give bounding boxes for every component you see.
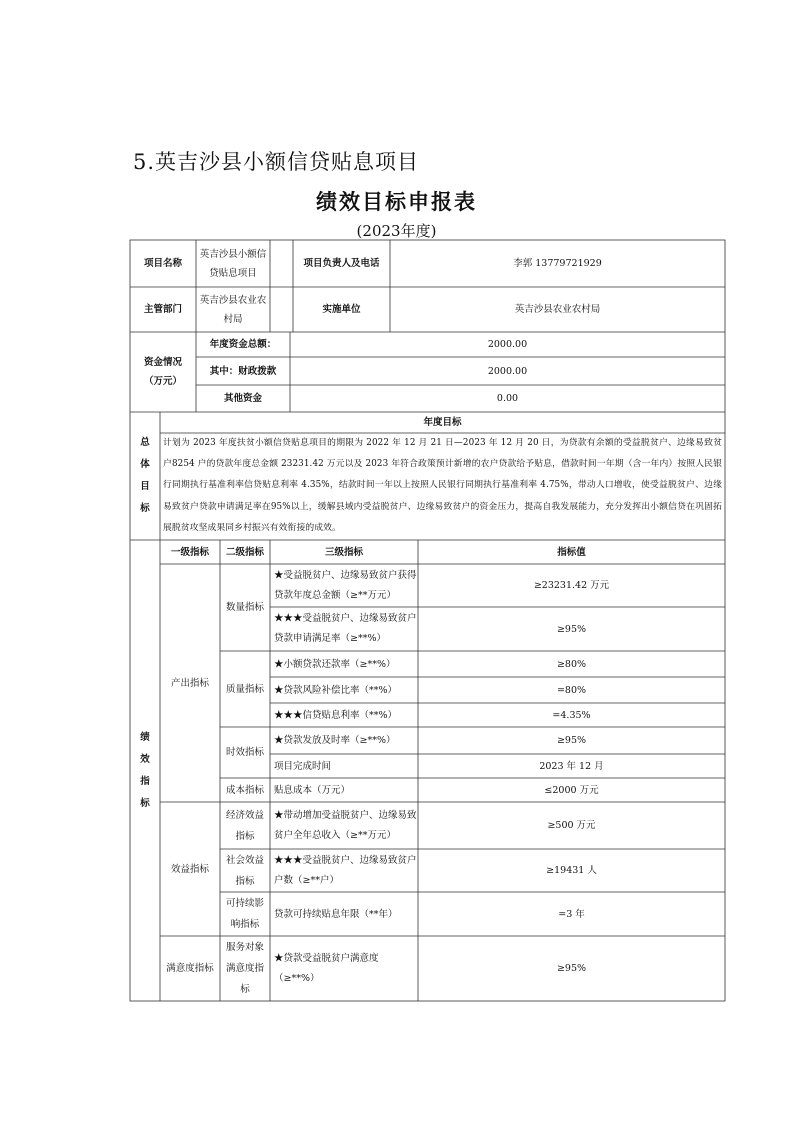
indicator-value: =4.35% bbox=[552, 709, 591, 721]
level2-quality: 质量指标 bbox=[225, 683, 264, 695]
indicator-value: =80% bbox=[556, 684, 587, 696]
funds-fiscal-value: 2000.00 bbox=[487, 365, 528, 377]
funds-label: 资金情况（万元） bbox=[144, 357, 183, 387]
dept-value: 英吉沙县农业农村局 bbox=[199, 294, 267, 325]
indicator-value: ≥500 万元 bbox=[547, 820, 596, 831]
funds-total-label: 年度资金总额： bbox=[209, 339, 277, 350]
level2-quantity: 数量指标 bbox=[225, 602, 264, 613]
level2-service-satisfaction: 服务对象满意度指标 bbox=[225, 942, 264, 995]
indicator-value: =3 年 bbox=[558, 908, 585, 920]
indicator-row: 贴息成本（万元） bbox=[274, 784, 351, 796]
level1-satisfaction: 满意度指标 bbox=[166, 963, 214, 974]
indicator-row: ★贷款受益脱贫户满意度（≥**%） bbox=[274, 952, 379, 984]
indicator-row: ★小额贷款还款率（≥**%） bbox=[274, 658, 396, 670]
indicator-row: ★★★信贷贴息利率（**%） bbox=[274, 709, 398, 721]
indicator-row: ★★★受益脱贫户、边缘易致贫户贷款申请满足率（≥**%） bbox=[274, 613, 417, 644]
form-title: 绩效目标申报表 bbox=[316, 190, 477, 214]
indicator-value: ≥23231.42 万元 bbox=[533, 580, 610, 591]
impl-label: 实施单位 bbox=[322, 304, 361, 315]
indicator-value: ≥80% bbox=[556, 658, 587, 670]
indicator-row: 贷款可持续贴息年限（**年） bbox=[274, 908, 398, 920]
section-heading: 5.英吉沙县小额信贷贴息项目 bbox=[133, 150, 420, 174]
indicator-value: ≥19431 人 bbox=[546, 865, 597, 876]
level2-cost: 成本指标 bbox=[225, 784, 264, 796]
level2-timeliness: 时效指标 bbox=[225, 747, 264, 758]
perf-label: 绩效指标 bbox=[140, 731, 150, 809]
indicator-row: ★受益脱贫户、边缘易致贫户获得贷款年度总金额（≥**万元） bbox=[274, 569, 417, 601]
header-level1: 一级指标 bbox=[170, 546, 209, 558]
indicator-value: 2023 年 12 月 bbox=[539, 760, 604, 772]
funds-other-label: 其他资金 bbox=[223, 393, 262, 404]
project-name-label: 项目名称 bbox=[143, 258, 182, 269]
funds-other-value: 0.00 bbox=[496, 393, 519, 404]
header-value: 指标值 bbox=[557, 546, 586, 558]
funds-total-value: 2000.00 bbox=[487, 339, 528, 350]
indicator-value: ≤2000 万元 bbox=[544, 784, 599, 796]
indicator-value: ≥95% bbox=[556, 623, 587, 635]
contact-value: 李郭 13779721929 bbox=[513, 258, 602, 269]
annual-goal-header: 年度目标 bbox=[423, 417, 462, 428]
level1-output: 产出指标 bbox=[170, 677, 209, 689]
annual-goal-text: 计划为 2023 年度扶贫小额信贷贴息项目的期限为 2022 年 12 月 21 日—2023 年 12 月 20 日，为贷款有余额的受益脱贫户、边缘易致贫户8254 户的贷款年度总金额 23231.42 万元以及 2023 年符合政策预计新增的农户贷款给予贴息，借款时间一年期（含一年内）按照人民银行同期执行基准利率信贷贴息利率 4.35%，结款时间一年以上按照人民银行同期执行基准利率 4.75%，带动人口增收，使受益脱贫户、边缘易致贫户贷款申请满足率在95%以上，缓解县域内受益脱贫户、边缘易致贫户的资金压力，提高自我发展能力，充分发挥出小额信贷在巩固拓展脱贫攻坚成果同乡村振兴有效衔接的成效。 bbox=[163, 438, 722, 533]
impl-value: 英吉沙县农业农村局 bbox=[514, 304, 601, 315]
indicator-value: ≥95% bbox=[556, 735, 587, 746]
overall-goal-label: 总体目标 bbox=[140, 437, 150, 514]
dept-label: 主管部门 bbox=[143, 304, 182, 315]
level2-sustainable: 可持续影响指标 bbox=[226, 898, 265, 930]
contact-label: 项目负责人及电话 bbox=[303, 258, 380, 269]
project-name-value: 英吉沙县小额信贷贴息项目 bbox=[199, 248, 267, 279]
indicator-row: ★贷款风险补偿比率（**%） bbox=[274, 684, 398, 696]
funds-fiscal-label: 其中：财政拨款 bbox=[209, 365, 277, 377]
level2-social: 社会效益指标 bbox=[226, 854, 265, 887]
header-level3: 三级指标 bbox=[324, 546, 363, 558]
indicator-row: ★带动增加受益脱贫户、边缘易致贫户全年总收入（≥**万元） bbox=[274, 809, 417, 841]
indicator-row: ★贷款发放及时率（≥**%） bbox=[274, 735, 396, 746]
form-year: (2023年度) bbox=[356, 222, 437, 240]
level2-economic: 经济效益指标 bbox=[226, 809, 265, 842]
indicator-row: 项目完成时间 bbox=[274, 760, 332, 772]
indicator-value: ≥95% bbox=[556, 963, 587, 974]
indicator-row: ★★★受益脱贫户、边缘易致贫户户数（≥**户） bbox=[274, 854, 417, 886]
level1-benefit: 效益指标 bbox=[170, 863, 209, 875]
header-level2: 二级指标 bbox=[225, 546, 264, 558]
